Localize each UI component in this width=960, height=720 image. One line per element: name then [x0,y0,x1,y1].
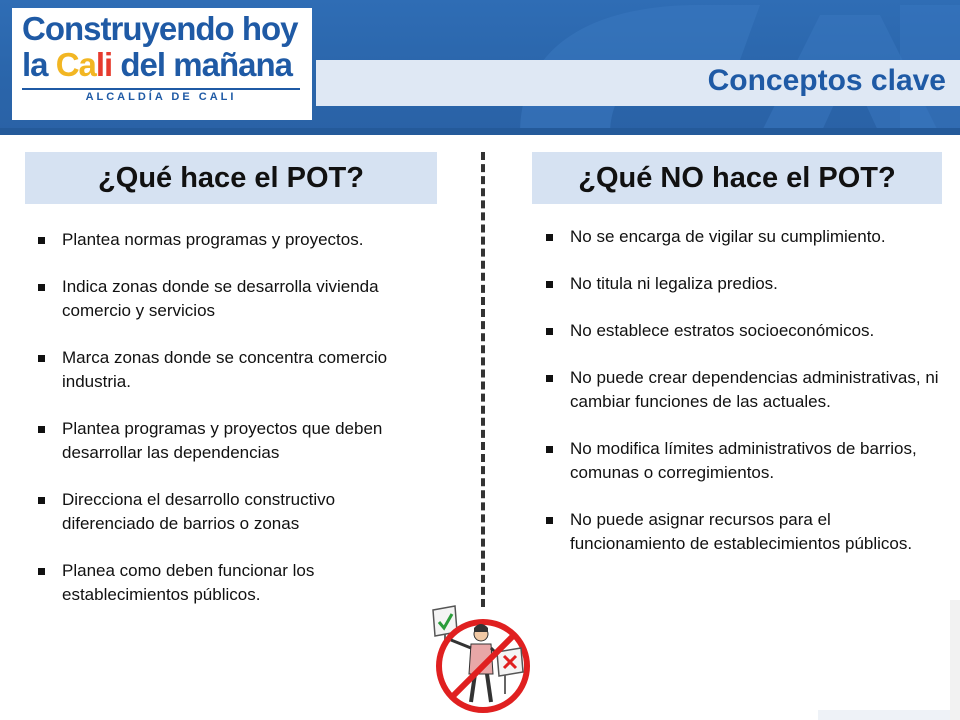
logo [12,8,312,120]
bullet-square-icon [546,234,553,241]
left-column-heading: ¿Qué hace el POT? [25,152,437,204]
bullet-square-icon [38,568,45,575]
list-item-text: No modifica límites administrativos de barrios, comunas o corregimientos. [570,439,917,482]
prohibition-sign-icon [425,604,537,716]
list-item [32,228,432,252]
bullet-square-icon [546,281,553,288]
list-item-text: Direcciona el desarrollo constructivo diferenciado de barrios o zonas [62,490,336,533]
bullet-square-icon [38,426,45,433]
list-item-text: No titula ni legaliza predios. [570,274,778,293]
list-item [32,488,432,536]
logo-line-1: Construyendo hoy [22,10,298,47]
list-item [540,366,940,414]
list-item-text: No establece estratos socioeconómicos. [570,321,875,340]
list-item [32,275,432,323]
list-item-text: No se encarga de vigilar su cumplimiento. [570,227,886,246]
list-item-text: No puede crear dependencias administrativas, ni cambiar funciones de las actuales. [570,368,939,411]
page-title: Conceptos clave [707,64,946,97]
list-item-text: Planea como deben funcionar los establecimientos públicos. [62,561,315,604]
column-divider [481,152,485,607]
header-banner [0,0,960,135]
list-item [540,225,940,249]
bullet-square-icon [546,517,553,524]
right-column-heading: ¿Qué NO hace el POT? [532,152,942,204]
logo-line-2 [22,46,292,84]
bullet-square-icon [38,237,45,244]
logo-rule [22,88,300,90]
logo-line-2-suffix: del mañana [112,46,292,83]
list-item-text: Marca zonas donde se concentra comercio industria. [62,348,388,391]
left-bullet-list [32,228,432,630]
list-item [32,346,432,394]
list-item [32,559,432,607]
bullet-square-icon [38,284,45,291]
list-item [540,319,940,343]
list-item [540,272,940,296]
bullet-square-icon [546,446,553,453]
corner-decoration [818,600,960,720]
bullet-square-icon [38,497,45,504]
list-item [540,508,940,556]
right-bullet-list [540,225,940,579]
list-item-text: Indica zonas donde se desarrolla vivienda comercio y servicios [62,277,379,320]
list-item [540,437,940,485]
bullet-square-icon [546,328,553,335]
logo-line-2-prefix: la [22,46,56,83]
list-item-text: No puede asignar recursos para el funcionamiento de establecimientos públicos. [570,510,913,553]
logo-line-2-ca: Ca [55,46,96,83]
bullet-square-icon [546,375,553,382]
title-band [316,60,960,106]
logo-line-3: ALCALDÍA DE CALI [85,91,237,103]
list-item-text: Plantea programas y proyectos que deben desarrollar las dependencias [62,419,383,462]
list-item-text: Plantea normas programas y proyectos. [62,230,364,249]
list-item [32,417,432,465]
logo-line-2-li: li [95,46,113,83]
bullet-square-icon [38,355,45,362]
